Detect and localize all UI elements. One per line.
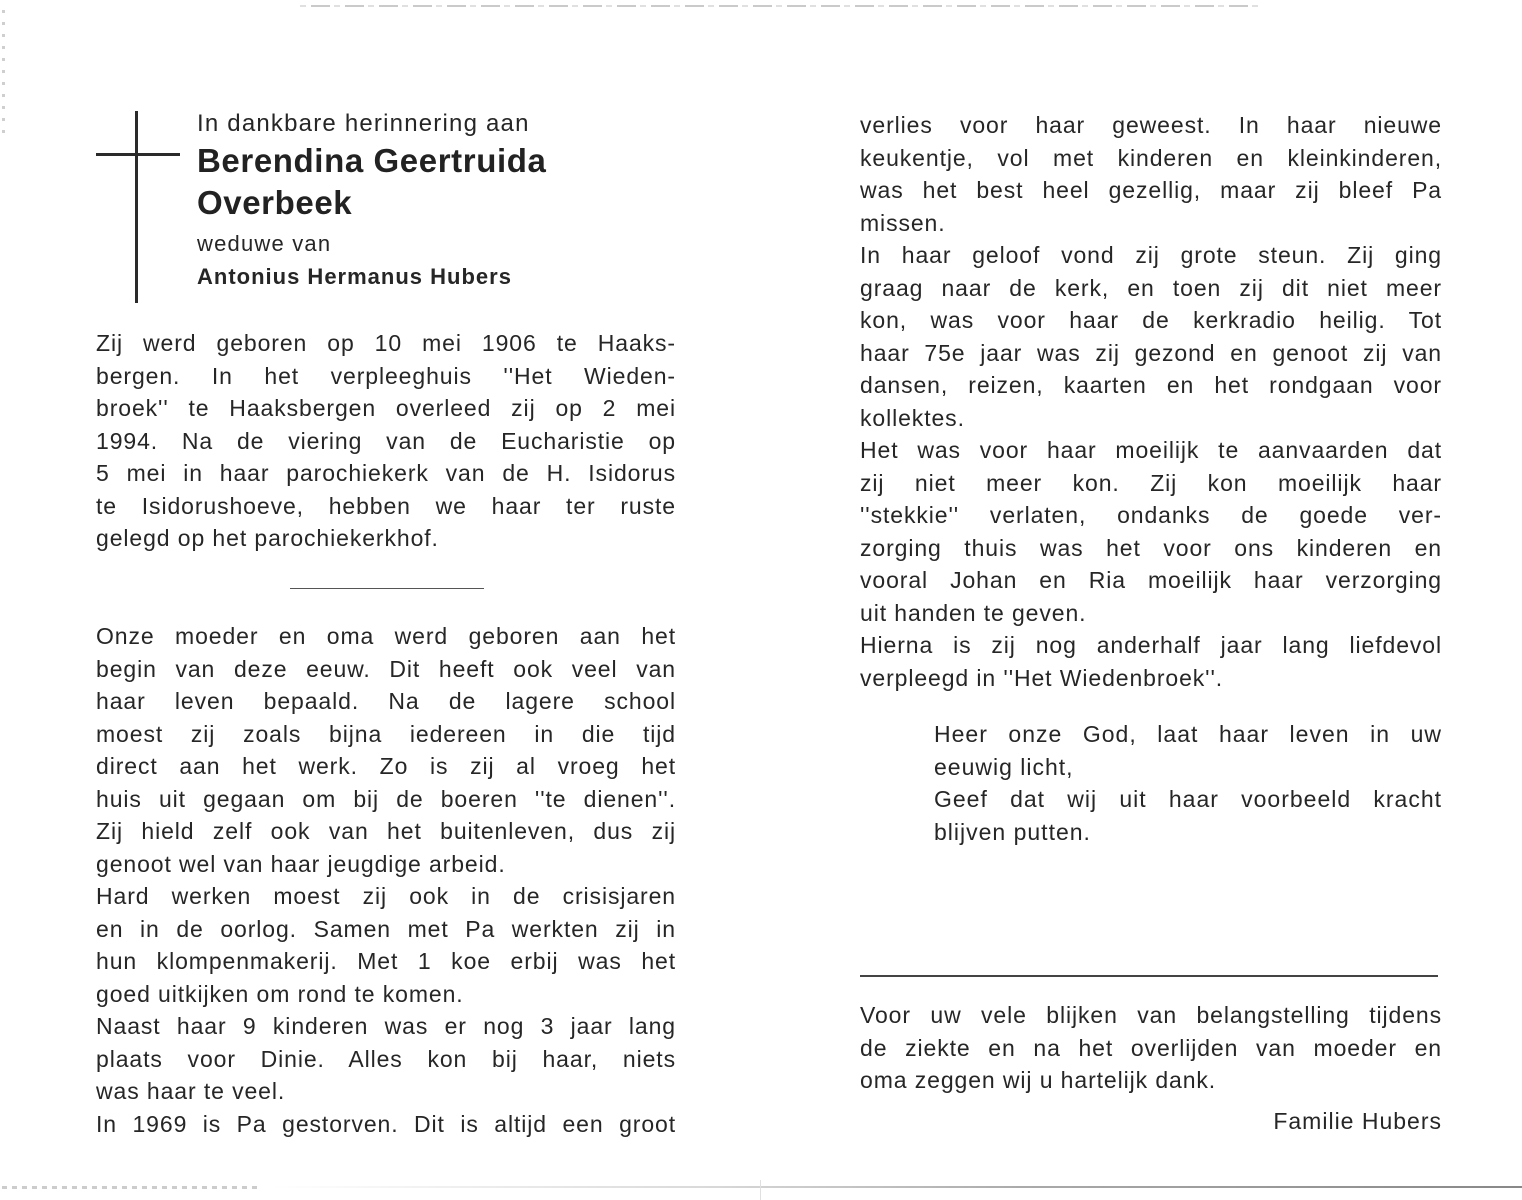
scan-artifact-bottom-right [270, 1186, 1522, 1188]
text-line: en in de oorlog. Samen met Pa werkten zij in [96, 915, 676, 942]
text-line: 1994. Na de viering van de Eucharistie op [96, 427, 676, 454]
thanks-line: oma zeggen wij u hartelijk dank. [860, 1067, 1217, 1093]
prayer-verse [934, 718, 1442, 848]
spouse-name: Antonius Hermanus Hubers [197, 264, 512, 289]
text-line: In haar geloof vond zij grote steun. Zij ging [860, 242, 1442, 268]
deceased-name-line1: Berendina Geertruida [197, 142, 547, 179]
text-line: haar leven bepaald. Na de lagere school [96, 688, 676, 714]
scan-artifact-left [2, 10, 5, 140]
cross-vertical-bar [135, 111, 138, 303]
text-line: vooral Johan en Ria moeilijk haar verzorging [860, 567, 1442, 593]
life-story-left [96, 620, 676, 1140]
text-line: direct aan het werk. Zo is zij al vroeg het [96, 753, 676, 779]
text-line: dansen, reizen, kaarten en het rondgaan voor [860, 372, 1442, 398]
text-line: Zij hield zelf ook van het buitenleven, dus zij [96, 818, 676, 844]
thank-you-note [860, 999, 1442, 1097]
text-line: In 1969 is Pa gestorven. Dit is altijd een groot [96, 1110, 676, 1137]
text-line: moest zij zoals bijna iedereen in die tijd [96, 720, 676, 747]
thanks-divider [860, 975, 1438, 977]
card-fold-line [760, 1180, 761, 1200]
deceased-name-line2: Overbeek [197, 184, 353, 221]
intro-text: In dankbare herinnering aan [197, 110, 530, 137]
text-line: goed uitkijken om rond te komen. [96, 980, 464, 1007]
text-line: graag naar de kerk, en toen zij dit niet meer [860, 274, 1442, 301]
text-line: Hierna is zij nog anderhalf jaar lang liefdevol [860, 632, 1442, 658]
text-line: verlies voor haar geweest. In haar nieuwe [860, 112, 1442, 138]
text-line: kollektes. [860, 404, 965, 431]
text-line: bergen. In het verpleeghuis ''Het Wieden- [96, 362, 676, 389]
text-line: zij niet meer kon. Zij kon moeilijk haar [860, 469, 1442, 496]
prayer-line: Heer onze God, laat haar leven in uw [934, 721, 1442, 747]
text-line: keukentje, vol met kinderen en kleinkinderen, [860, 144, 1442, 171]
text-line: Onze moeder en oma werd geboren aan het [96, 623, 676, 649]
text-line: huis uit gegaan om bij de boeren ''te dienen''. [96, 785, 676, 812]
prayer-line: blijven putten. [934, 818, 1091, 845]
text-line: Zij werd geboren op 10 mei 1906 te Haaks- [96, 330, 676, 356]
text-line: was het best heel gezellig, maar zij bleef Pa [860, 177, 1442, 203]
text-line: zorging thuis was het voor ons kinderen en [860, 534, 1442, 561]
text-line: haar 75e jaar was zij gezond en genoot zij van [860, 339, 1442, 366]
cross-horizontal-bar [96, 153, 180, 156]
text-line: Hard werken moest zij ook in de crisisjaren [96, 883, 676, 909]
text-line: gelegd op het parochiekerkhof. [96, 525, 439, 551]
section-divider [290, 588, 484, 589]
text-line: ''stekkie'' verlaten, ondanks de goede ver- [860, 502, 1442, 528]
text-line: 5 mei in haar parochiekerk van de H. Isidorus [96, 460, 676, 486]
text-line: uit handen te geven. [860, 599, 1087, 626]
text-line: Het was voor haar moeilijk te aanvaarden dat [860, 437, 1442, 463]
text-line: hun klompenmakerij. Met 1 koe erbij was het [96, 948, 676, 974]
thanks-line: Voor uw vele blijken van belangstelling tijdens [860, 1002, 1442, 1028]
life-story-right [860, 109, 1442, 694]
text-line: was haar te veel. [96, 1078, 286, 1104]
prayer-line: Geef dat wij uit haar voorbeeld kracht [934, 786, 1442, 812]
card-header [197, 108, 546, 294]
text-line: broek'' te Haaksbergen overleed zij op 2 mei [96, 395, 676, 421]
text-line: begin van deze eeuw. Dit heeft ook veel van [96, 655, 676, 682]
scan-artifact-bottom-left [2, 1186, 257, 1189]
text-line: genoot wel van haar jeugdige arbeid. [96, 850, 506, 877]
prayer-line: eeuwig licht, [934, 753, 1074, 780]
text-line: missen. [860, 209, 946, 236]
text-line: kon, was voor haar de kerkradio heilig. Tot [860, 307, 1442, 333]
scan-artifact-top [300, 5, 1260, 7]
text-line: verpleegd in ''Het Wiedenbroek''. [860, 664, 1224, 691]
text-line: Naast haar 9 kinderen was er nog 3 jaar lang [96, 1013, 676, 1039]
widow-of-label: weduwe van [197, 231, 332, 256]
text-line: te Isidorushoeve, hebben we haar ter ruste [96, 492, 676, 519]
thanks-line: de ziekte en na het overlijden van moeder en [860, 1034, 1442, 1061]
family-signature: Familie Hubers [1273, 1108, 1442, 1134]
text-line: plaats voor Dinie. Alles kon bij haar, niets [96, 1045, 676, 1072]
biography-paragraph [96, 327, 676, 555]
